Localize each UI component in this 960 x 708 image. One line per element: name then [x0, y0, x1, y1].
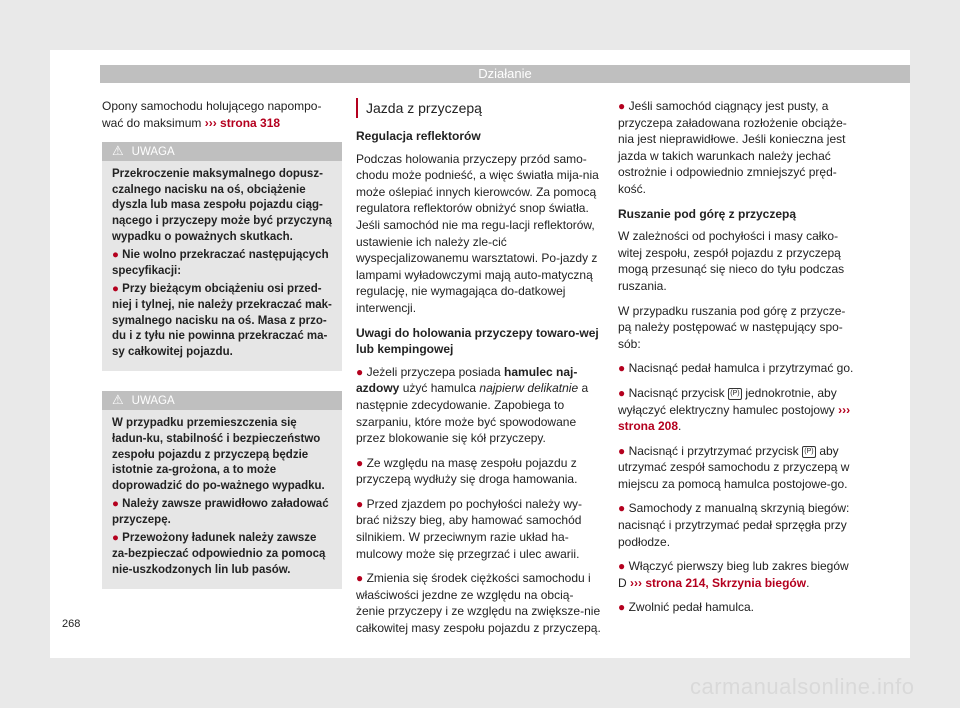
bullet-icon: ●: [618, 559, 629, 574]
manual-page: [50, 50, 910, 658]
warning-text: Przekroczenie maksymalnego dopusz-czalnego nacisku na oś, obciążenie dyszla lub masa zespołu pojazdu ciąg-nącego i przyczepy może być przyczyną wypadku o poważnych skutkach.: [112, 168, 332, 243]
bullet-icon: ●: [618, 99, 629, 113]
link-page-208[interactable]: ››› strona 208: [618, 402, 851, 434]
list-item: ● Jeżeli przyczepa posiada hamulec naj-azdowy użyć hamulca najpierw delikatnie a następnie zdecydowanie. Zapobiega to szarpaniu, które może być spowodowane przez blokowanie się kół przyczepy.: [356, 364, 589, 446]
warning-bullet: ● Należy zawsze prawidłowo załadować przyczepę.: [112, 498, 329, 526]
list-item: ● Jeśli samochód ciągnący jest pusty, a przyczepa załadowana rozłożenie obciąże-nia jest nieprawidłowe. Jeśli konieczna jest jazda w takich warunkach należy jechać ostrożnie i odpowiednio zmniejszyć pręd-kość.: [618, 99, 847, 196]
list-item: ● Nacisnąć pedał hamulca i przytrzymać go.: [618, 361, 854, 376]
paragraph-procedure: W przypadku ruszania pod górę z przycze-pą należy postępować w następujący spo-sób:: [618, 303, 846, 351]
middle-column: [356, 98, 602, 645]
list-item: ● Zmienia się środek ciężkości samochodu i właściwości jezdne ze względu na obcią-żenie przyczepy i ze względu na zwiększe-nie całkowitej masy zespołu pojazdu z przyczepą.: [356, 571, 601, 636]
list-item: ● Ze względu na masę zespołu pojazdu z przyczepą wydłuży się droga hamowania.: [356, 455, 578, 487]
bullet-icon: ●: [618, 443, 629, 458]
paragraph-headlights: Podczas holowania przyczepy przód samo-chodu może podnieść, a więc światła mija-nia może oślepiać innych kierowców. Za pomocą regulatora reflektorów obniżyć snop światła. Jeśli samochód nie ma regu-lacji reflektorów, ustawienie ich należy zle-cić wyspecjalizowanemu warsztatowi. Po-jazdy z lampami wyładowczymi mają auto-matyczną regulację, nie wymagająca do-datkowej interwencji.: [356, 151, 599, 315]
page-number: 268: [62, 618, 81, 630]
left-column: [102, 98, 342, 589]
bullet-icon: ●: [618, 385, 629, 400]
page-header: Działanie: [100, 65, 910, 83]
list-item: ● Przed zjazdem po pochyłości należy wy-brać niższy bieg, aby hamować samochód silnikiem. W przeciwnym razie układ ha-mulcowy może się przegrzać i ulec awarii.: [356, 496, 583, 561]
warning-box-1: [102, 142, 342, 371]
bullet-icon: ●: [112, 498, 123, 511]
warning-triangle-icon: ⚠: [112, 392, 124, 408]
list-item: ● Nacisnąć przycisk (P) jednokrotnie, aby wyłączyć elektryczny hamulec postojowy ››› strona 208.: [618, 385, 851, 434]
intro-paragraph: Opony samochodu holującego napompo-wać do maksimum ››› strona 318: [102, 99, 322, 130]
list-item: ● Włączyć pierwszy bieg lub zakres biegów D ››› strona 214, Skrzynia biegów.: [618, 559, 849, 590]
warning-text: W przypadku przemieszczenia się ładun-ku, stabilność i bezpieczeństwo zespołu pojazdu z przyczepą będzie istotnie za-grożona, a to może doprowadzić do po-ważnego wypadku.: [112, 417, 325, 492]
warning-bullet: ● Przewożony ładunek należy zawsze za-bezpieczać odpowiednio za pomocą nie-uszkodzonych lin lub pasów.: [112, 532, 326, 576]
link-page-214[interactable]: ››› strona 214, Skrzynia biegów: [630, 575, 807, 590]
bullet-icon: ●: [112, 532, 123, 545]
subheading-trailer-notes: Uwagi do holowania przyczepy towaro-wej lub kempingowej: [356, 325, 599, 357]
list-item: ● Zwolnić pedał hamulca.: [618, 600, 754, 615]
list-item: ● Nacisnąć i przytrzymać przycisk (P) aby utrzymać zespół samochodu z przyczepą w miejscu za pomocą hamulca postojowe-go.: [618, 443, 850, 491]
bullet-icon: ●: [356, 496, 367, 511]
warning-bullet: ● Przy bieżącym obciążeniu osi przed-niej i tylnej, nie należy przekraczać mak-symalnego nacisku na oś. Masa z przo-du i z tyłu nie powinna przekraczać ma-sy całkowitej pojazdu.: [112, 283, 332, 358]
section-title: Jazda z przyczepą: [356, 98, 602, 118]
subheading-hill-start: Ruszanie pod górę z przyczepą: [618, 206, 797, 221]
warning-triangle-icon: ⚠: [112, 143, 124, 159]
warning-header: ⚠ UWAGA: [102, 391, 342, 410]
warning-bullet: ● Nie wolno przekraczać następujących specyfikacji:: [112, 249, 329, 277]
bullet-icon: ●: [356, 455, 367, 470]
right-column: [618, 98, 858, 624]
parking-brake-button-icon: (P): [802, 446, 816, 458]
link-page-318[interactable]: ››› strona 318: [204, 115, 281, 130]
subheading-headlights: Regulacja reflektorów: [356, 129, 481, 143]
warning-header: ⚠ UWAGA: [102, 142, 342, 161]
bullet-icon: ●: [112, 283, 123, 296]
bullet-icon: ●: [618, 361, 629, 376]
list-item: ● Samochody z manualną skrzynią biegów: nacisnąć i przytrzymać pedał sprzęgła przy podłodze.: [618, 501, 850, 549]
bullet-icon: ●: [112, 249, 123, 262]
bullet-icon: ●: [618, 600, 629, 615]
bullet-icon: ●: [356, 571, 367, 586]
watermark: carmanualsonline.info: [690, 674, 915, 699]
bullet-icon: ●: [356, 364, 367, 379]
warning-box-2: [102, 391, 342, 589]
paragraph-hill-start: W zależności od pochyłości i masy całko-witej zespołu, zespół pojazdu z przyczepą mogą przesunąć się nieco do tyłu podczas ruszania.: [618, 229, 845, 293]
bullet-icon: ●: [618, 501, 629, 516]
parking-brake-button-icon: (P): [728, 388, 742, 400]
